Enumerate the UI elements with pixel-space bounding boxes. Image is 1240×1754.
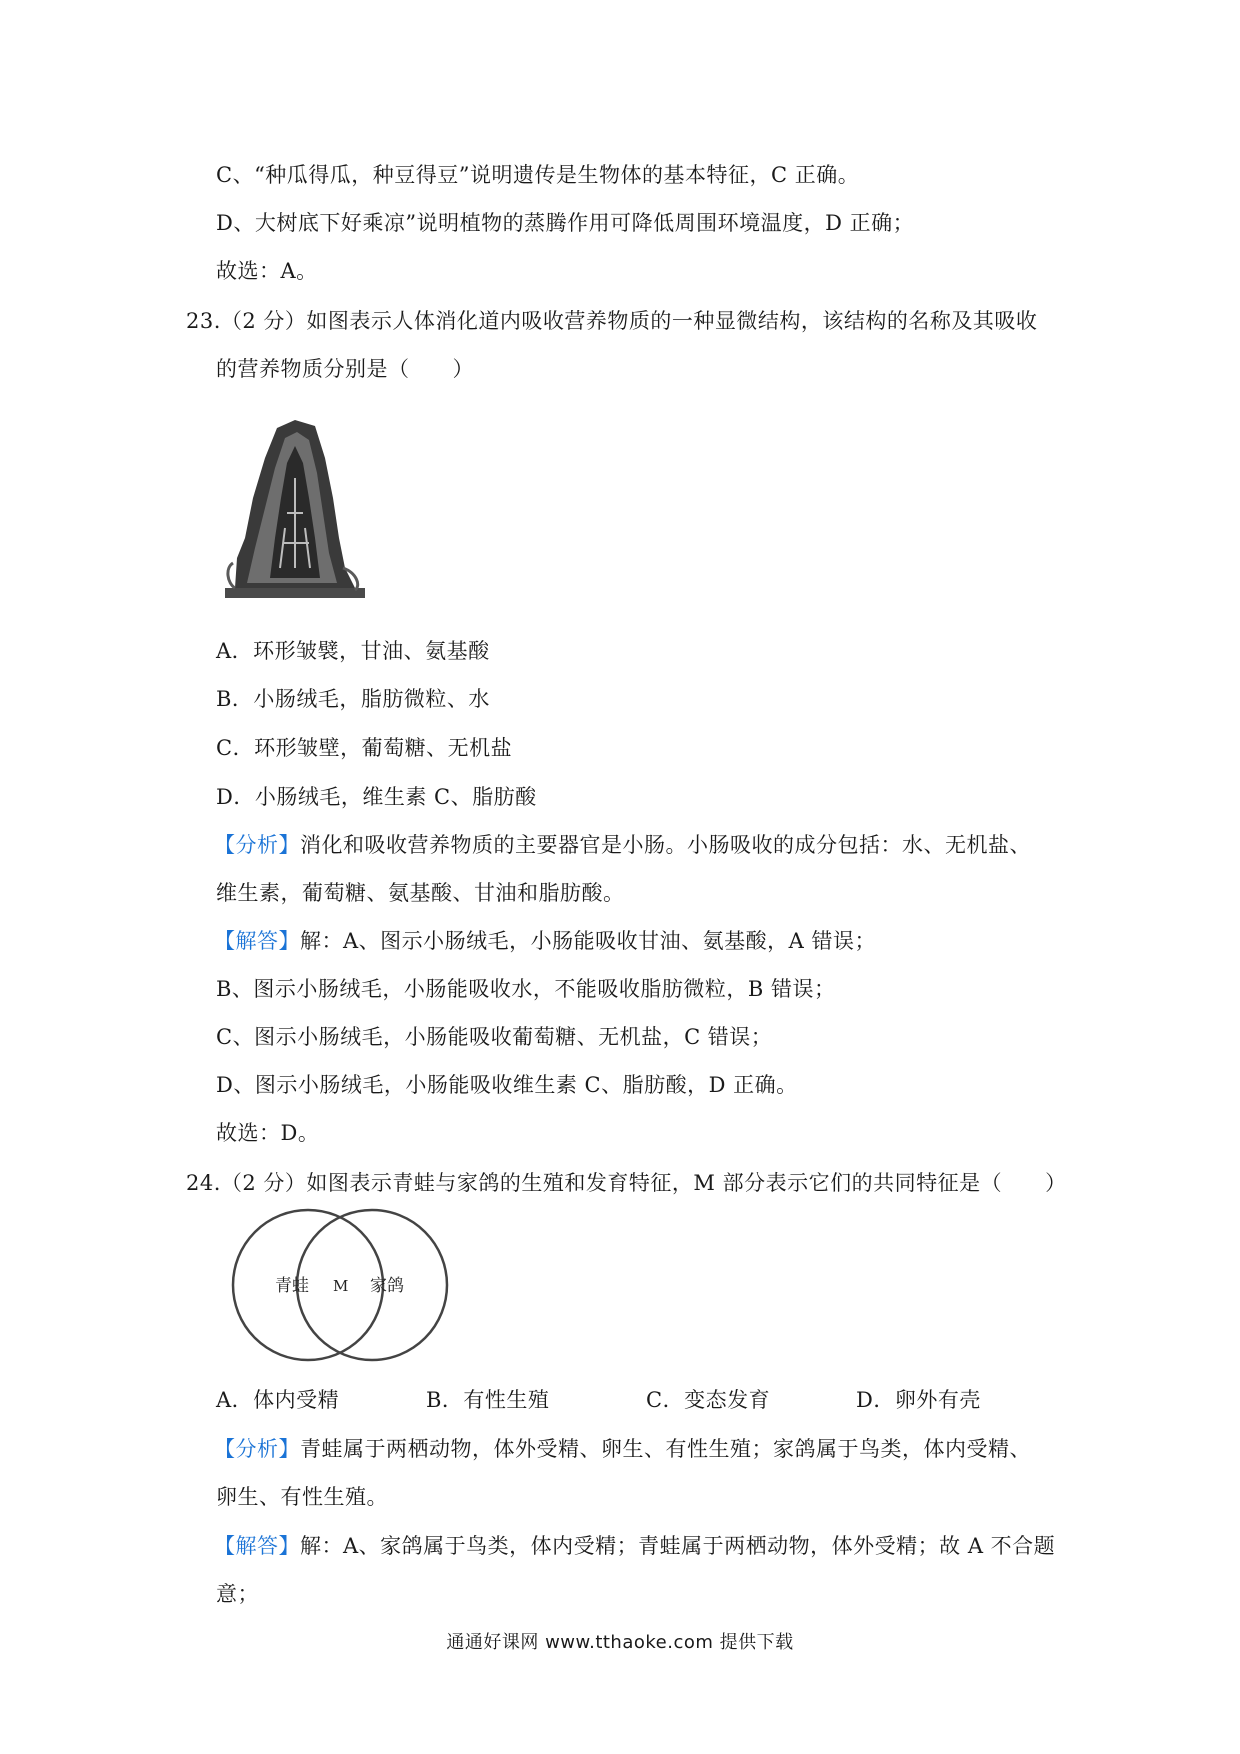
- solution-text: 解：A、图示小肠绒毛，小肠能吸收甘油、氨基酸，A 错误；: [300, 929, 877, 953]
- q24-analysis-line2: 卵生、有性生殖。: [216, 1485, 388, 1509]
- analysis-tag: 【分析】: [214, 1437, 300, 1461]
- venn-m-label: M: [333, 1277, 349, 1295]
- solution-text: 解：A、家鸽属于鸟类，体内受精；青蛙属于两栖动物，体外受精；故 A 不合题: [300, 1534, 1056, 1558]
- q23-option-c: C．环形皱壁，葡萄糖、无机盐: [216, 736, 513, 760]
- q23-option-a: A．环形皱襞，甘油、氨基酸: [216, 639, 490, 663]
- q23-solution-line1: [214, 926, 876, 956]
- q23-analysis-line1: [214, 830, 1031, 860]
- q24-solution-line1: [214, 1531, 1055, 1561]
- analysis-tag: 【分析】: [214, 833, 300, 857]
- q23-option-d: D．小肠绒毛，维生素 C、脂肪酸: [216, 785, 537, 809]
- q24-option-b: B．有性生殖: [426, 1388, 550, 1412]
- q24-option-c: C．变态发育: [646, 1388, 771, 1412]
- prev-option-d-explanation: D、大树底下好乘凉”说明植物的蒸腾作用可降低周围环境温度，D 正确；: [216, 211, 915, 235]
- q24-solution-line2: 意；: [216, 1582, 259, 1606]
- prev-answer: 故选：A。: [216, 259, 318, 283]
- venn-frog-label: 青蛙: [275, 1276, 309, 1296]
- q23-solution-d: D、图示小肠绒毛，小肠能吸收维生素 C、脂肪酸，D 正确。: [216, 1073, 798, 1097]
- analysis-text: 消化和吸收营养物质的主要器官是小肠。小肠吸收的成分包括：水、无机盐、: [300, 833, 1031, 857]
- prev-option-c-explanation: C、“种瓜得瓜，种豆得豆”说明遗传是生物体的基本特征，C 正确。: [216, 163, 860, 187]
- q23-stem-line1: 23.（2 分）如图表示人体消化道内吸收营养物质的一种显微结构，该结构的名称及其吸收: [186, 309, 1038, 333]
- small-intestine-villus-figure: [225, 418, 365, 598]
- q23-analysis-line2: 维生素，葡萄糖、氨基酸、甘油和脂肪酸。: [216, 881, 625, 905]
- q23-option-b: B．小肠绒毛，脂肪微粒、水: [216, 687, 490, 711]
- q24-option-a: A．体内受精: [216, 1388, 340, 1412]
- q24-stem: 24.（2 分）如图表示青蛙与家鸽的生殖和发育特征，M 部分表示它们的共同特征是（ ）: [186, 1171, 1067, 1195]
- q23-stem-line2: 的营养物质分别是（ ）: [216, 357, 474, 381]
- page-footer: 通通好课网 www.tthaoke.com 提供下载: [446, 1632, 794, 1653]
- q23-answer: 故选：D。: [216, 1121, 320, 1145]
- solution-tag: 【解答】: [214, 1534, 300, 1558]
- analysis-text: 青蛙属于两栖动物，体外受精、卵生、有性生殖；家鸽属于鸟类，体内受精、: [300, 1437, 1031, 1461]
- q23-solution-b: B、图示小肠绒毛，小肠能吸收水，不能吸收脂肪微粒，B 错误；: [216, 977, 836, 1001]
- solution-tag: 【解答】: [214, 929, 300, 953]
- venn-pigeon-label: 家鸽: [370, 1276, 404, 1296]
- q24-analysis-line1: [214, 1434, 1031, 1464]
- q23-solution-c: C、图示小肠绒毛，小肠能吸收葡萄糖、无机盐，C 错误；: [216, 1025, 773, 1049]
- q24-option-d: D．卵外有壳: [856, 1388, 981, 1412]
- venn-diagram: [220, 1205, 460, 1365]
